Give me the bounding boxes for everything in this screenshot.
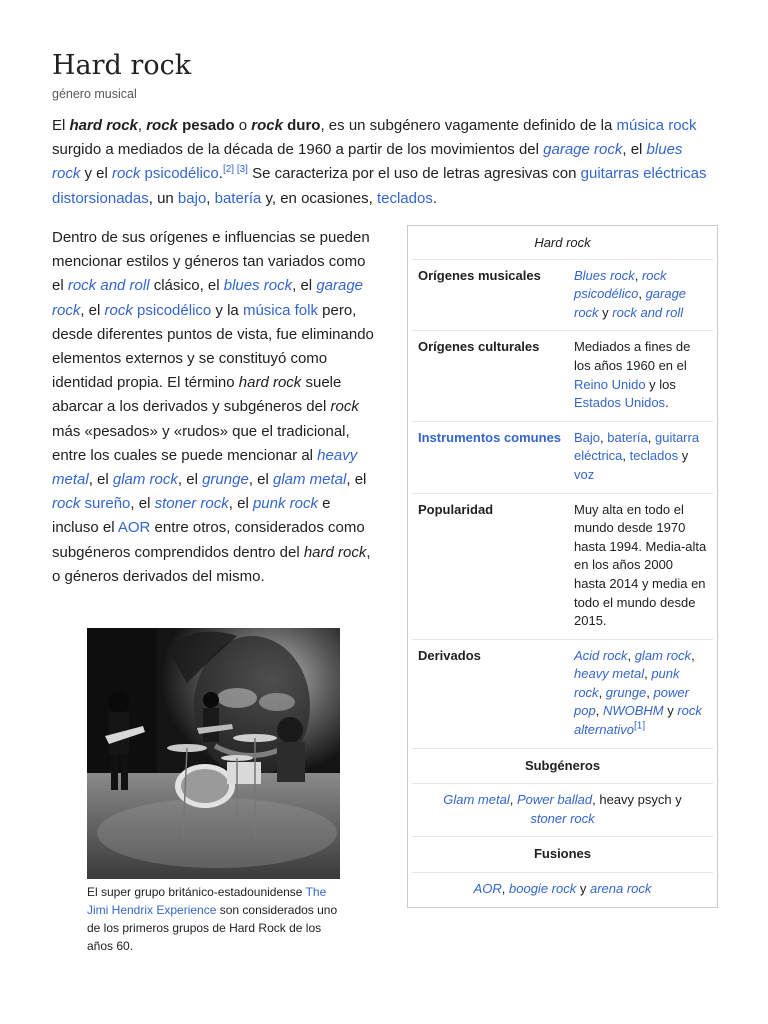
link-rock-alternativo[interactable]: rock alternativo [574, 703, 702, 738]
infobox-label-link[interactable]: Instrumentos comunes [418, 429, 562, 445]
text: , el [622, 141, 647, 159]
text: El [52, 117, 70, 134]
text: . [432, 189, 437, 207]
text: , el [346, 471, 367, 489]
text: , el [88, 471, 113, 489]
link-glam-rock-ib[interactable]: glam rock [634, 647, 692, 663]
text: y la [211, 301, 243, 319]
link-bateria-ib[interactable]: batería [607, 429, 648, 445]
text: , es un subgénero vagamente definido de la [320, 117, 617, 134]
infobox-row-derivados [412, 639, 713, 748]
link-bajo-ib[interactable]: Bajo [574, 429, 601, 445]
link-acid-rock[interactable]: Acid rock [574, 647, 628, 663]
infobox-subgeneros-list: Glam metal, Power ballad, heavy psych y stoner rock [412, 783, 713, 836]
infobox-value: Acid rock, glam rock, heavy metal, punk rock, grunge, power pop, NWOBHM y rock alternativo[1] [574, 647, 702, 738]
band-photo[interactable] [87, 628, 340, 879]
text: duro [282, 117, 321, 134]
link-power-ballad[interactable]: Power ballad [516, 792, 593, 808]
text: y, en ocasiones, [261, 189, 377, 207]
link-grunge-ib[interactable]: grunge [605, 684, 647, 700]
text: , el [177, 471, 203, 489]
infobox-value: Mediados a fines de los años 1960 en el Reino Unido y los Estados Unidos. [574, 339, 691, 411]
link-rock-and-roll[interactable]: rock and roll [67, 277, 150, 295]
text: , el [228, 495, 253, 513]
ref-2[interactable]: [2] [222, 164, 235, 176]
link-punk-rock[interactable]: punk rock [252, 495, 319, 513]
infobox-title: Hard rock [534, 235, 591, 250]
link-glam-rock[interactable]: glam rock [112, 471, 178, 489]
link-bajo[interactable]: bajo [177, 189, 207, 207]
text: , el [248, 471, 273, 489]
text: , el [130, 495, 155, 513]
text: , el [80, 301, 105, 319]
text: hard rock [69, 117, 138, 134]
link-glam-metal-ib[interactable]: Glam metal [443, 792, 510, 808]
infobox-label: Popularidad [418, 501, 494, 517]
infobox [407, 225, 718, 908]
link-aor[interactable]: AOR [117, 519, 151, 537]
link-voz[interactable]: voz [574, 466, 595, 482]
text: Dentro de sus orígenes e influencias se pueden mencionar estilos y géneros tan variados como el [52, 229, 370, 295]
text: rock [146, 117, 178, 134]
link-grunge[interactable]: grunge [202, 471, 249, 489]
infobox-row-origenes-culturales [412, 330, 713, 420]
link-teclados[interactable]: teclados [376, 189, 433, 207]
link-punk-rock-ib[interactable]: punk rock [574, 666, 680, 700]
text: surgido a mediados de la década de 1960 a partir de los movimientos del [52, 141, 544, 159]
link-estados-unidos[interactable]: Estados Unidos [574, 395, 666, 411]
text: hard rock [303, 543, 367, 561]
text: rock [330, 398, 359, 416]
infobox-heading-fusiones: Fusiones [412, 836, 713, 872]
link-rock-psicodelico[interactable]: rock psicodélico [112, 165, 219, 183]
ref-3[interactable]: [3] [236, 164, 248, 176]
link-rock-sureno[interactable]: rock sureño [52, 495, 131, 513]
text: , o géneros derivados del mismo. [52, 543, 371, 585]
text: Se caracteriza por el uso de letras agresivas con [247, 165, 581, 183]
text: suele abarcar a los derivados y subgéneros del [52, 374, 342, 416]
link-arena-rock[interactable]: arena rock [589, 881, 652, 897]
infobox-row-origenes-musicales [412, 259, 713, 331]
text: clásico, el [149, 277, 224, 295]
text: entre otros, considerados como subgéneros comprendidos dentro del [52, 519, 365, 561]
text: , [206, 189, 215, 207]
page-title: Hard rock [52, 50, 192, 81]
infobox-label: Derivados [418, 647, 481, 663]
link-stoner-rock-ib[interactable]: stoner rock [530, 810, 595, 826]
link-nwobhm[interactable]: NWOBHM [602, 703, 664, 719]
figure-caption [87, 883, 343, 955]
text: heavy psych [599, 792, 672, 808]
text: hard rock [238, 374, 302, 392]
link-garage-rock[interactable]: garage rock [543, 141, 623, 159]
infobox-value: Blues rock, rock psicodélico, garage rock y rock and roll [574, 267, 687, 320]
link-aor-ib[interactable]: AOR [473, 881, 502, 897]
link-jimi-hendrix-experience[interactable]: The Jimi Hendrix Experience [87, 885, 327, 917]
link-heavy-metal-ib[interactable]: heavy metal [574, 666, 645, 682]
text: rock [251, 117, 283, 134]
link-garage-rock-2[interactable]: garage rock [52, 277, 364, 319]
ref-1[interactable]: [1] [633, 720, 646, 732]
link-blues-rock-ib[interactable]: Blues rock [574, 267, 635, 283]
link-rock-psicodelico-ib[interactable]: rock psicodélico [574, 267, 667, 302]
link-guitarra-electrica[interactable]: guitarra eléctrica [574, 429, 700, 464]
text: pero, desde diferentes puntos de vista, fue eliminando elementos externos y se constituyó como identidad propia. El término [52, 301, 374, 392]
link-power-pop[interactable]: power pop [574, 684, 689, 719]
text: o [234, 117, 252, 134]
infobox-heading-subgeneros: Subgéneros [412, 748, 713, 784]
link-glam-metal[interactable]: glam metal [273, 471, 347, 489]
link-guitarras[interactable]: guitarras eléctricas distorsionadas [52, 165, 707, 207]
text: y el [80, 165, 113, 183]
text: , el [292, 277, 317, 295]
link-musica-rock[interactable]: música rock [616, 117, 697, 134]
link-rock-psicodelico-2[interactable]: rock psicodélico [104, 301, 212, 319]
text: pesado [177, 117, 235, 134]
text: , un [148, 189, 178, 207]
link-blues-rock[interactable]: blues rock [52, 141, 683, 183]
link-bateria[interactable]: batería [214, 189, 262, 207]
band-figure [87, 628, 340, 955]
infobox-row-popularidad [412, 493, 713, 639]
link-reino-unido[interactable]: Reino Unido [574, 376, 646, 392]
link-boogie-rock[interactable]: boogie rock [509, 881, 577, 897]
infobox-label: Orígenes culturales [418, 339, 540, 355]
infobox-label: Orígenes musicales [418, 267, 541, 283]
text: , [137, 117, 147, 134]
text: e incluso el [52, 495, 331, 537]
intro-paragraph [52, 114, 712, 211]
infobox-value: Bajo, batería, guitarra eléctrica, teclados y voz [574, 429, 700, 482]
link-teclados-ib[interactable]: teclados [629, 448, 679, 464]
text: son considerados uno de los primeros grupos de Hard Rock de los años 60. [87, 903, 338, 953]
text: El super grupo británico-estadounidense [87, 885, 306, 899]
link-musica-folk[interactable]: música folk [242, 301, 318, 319]
page-subtitle: género musical [52, 87, 137, 101]
link-stoner-rock[interactable]: stoner rock [154, 495, 229, 513]
body-paragraph [52, 226, 374, 589]
infobox-row-instrumentos [412, 421, 713, 493]
link-heavy-metal[interactable]: heavy metal [52, 446, 358, 489]
text: más «pesados» y «rudos» que el tradicional, entre los cuales se puede mencionar al [52, 422, 350, 464]
link-blues-rock-2[interactable]: blues rock [223, 277, 293, 295]
link-garage-rock-ib[interactable]: garage rock [574, 286, 687, 320]
link-rock-and-roll-ib[interactable]: rock and roll [612, 304, 684, 320]
infobox-value: Muy alta en todo el mundo desde 1970 hasta 1994. Media-alta en los años 2000 hasta 2014 y media en todo el mundo desde 2015. [574, 501, 707, 629]
infobox-fusiones-list: AOR, boogie rock y arena rock [412, 872, 713, 907]
text: . [218, 165, 223, 183]
